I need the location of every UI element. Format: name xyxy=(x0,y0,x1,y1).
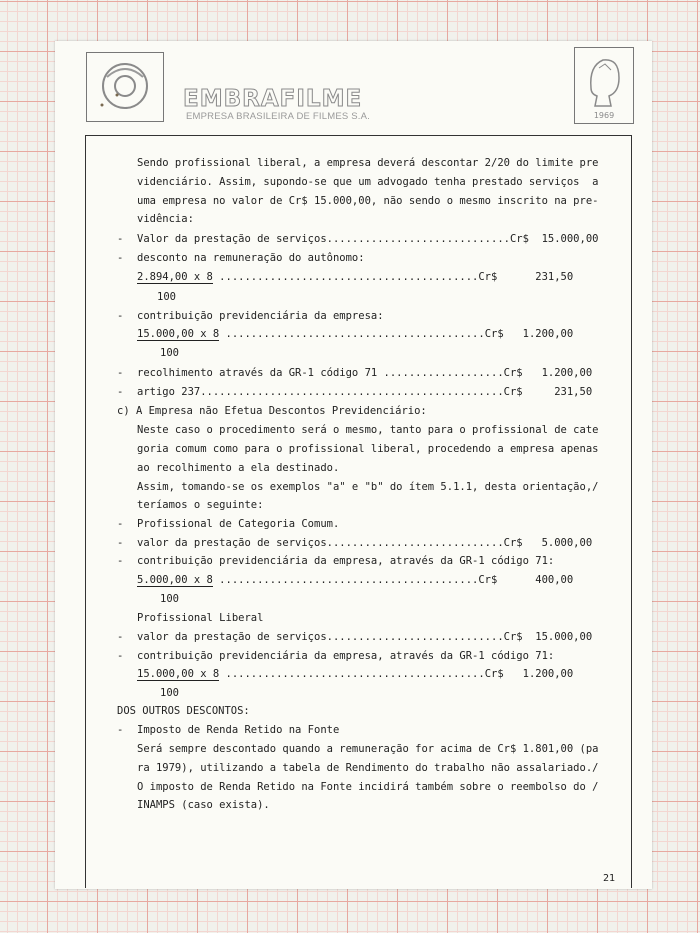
formula-line xyxy=(137,270,573,284)
formula-result: .........................................Cr$ 1.200,00 xyxy=(219,668,574,680)
paragraph-line: videnciário. Assim, supondo-se que um advogado tenha prestado serviços a xyxy=(137,176,599,188)
formula-result: .........................................Cr$ 231,50 xyxy=(212,271,574,283)
bullet-dash: - xyxy=(117,650,124,662)
paragraph-line: Assim, tomando-se os exemplos "a" e "b" do ítem 5.1.1, desta orientação,/ xyxy=(137,481,599,493)
discount-heading: desconto na remuneração do autônomo: xyxy=(137,252,365,264)
paragraph-line: Será sempre descontado quando a remuneração for acima de Cr$ 1.801,00 (pa xyxy=(137,743,599,755)
formula-numerator: 2.894,00 x 8 xyxy=(137,271,213,283)
film-reel-icon xyxy=(87,53,163,121)
paragraph-line: vidência: xyxy=(137,213,194,225)
paragraph-line: ao recolhimento a ela destinado. xyxy=(137,462,340,474)
emblem-year: 1969 xyxy=(593,111,615,120)
subheading-liberal: Profissional Liberal xyxy=(137,612,264,624)
bullet-dash: - xyxy=(117,537,124,549)
subheading-common: Profissional de Categoria Comum. xyxy=(137,518,340,530)
paragraph-line: uma empresa no valor de Cr$ 15.000,00, não sendo o mesmo inscrito na pre- xyxy=(137,195,599,207)
bullet-dash: - xyxy=(117,367,124,379)
bullet-dash: - xyxy=(117,724,124,736)
formula-numerator: 15.000,00 x 8 xyxy=(137,668,220,680)
formula-denominator: 100 xyxy=(157,291,176,303)
article-line: artigo 237................................................Cr$ 231,50 xyxy=(137,386,593,398)
tax-heading: Imposto de Renda Retido na Fonte xyxy=(137,724,340,736)
paragraph-line: goria comum como para o profissional liberal, procedendo a empresa apenas xyxy=(137,443,599,455)
contribution-line: contribuição previdenciária da empresa, através da GR-1 código 71: xyxy=(137,650,555,662)
paragraph-line: INAMPS (caso exista). xyxy=(137,799,270,811)
formula-numerator: 5.000,00 x 8 xyxy=(137,574,213,586)
section-heading-other: DOS OUTROS DESCONTOS: xyxy=(117,705,250,717)
page-number: 21 xyxy=(603,873,616,884)
paragraph-line: O imposto de Renda Retido na Fonte incidirá também sobre o reembolso do / xyxy=(137,781,599,793)
brand-name: EMBRAFILME xyxy=(183,86,363,112)
bullet-dash: - xyxy=(117,386,124,398)
bullet-dash: - xyxy=(117,310,124,322)
gr1-line: recolhimento através da GR-1 código 71 ...................Cr$ 1.200,00 xyxy=(137,367,593,379)
contribution-heading: contribuição previdenciária da empresa: xyxy=(137,310,384,322)
formula-denominator: 100 xyxy=(160,687,179,699)
formula-line xyxy=(137,573,573,587)
service-value-line: Valor da prestação de serviços.............................Cr$ 15.000,00 xyxy=(137,233,599,245)
formula-result: .........................................Cr$ 1.200,00 xyxy=(219,328,574,340)
paragraph-line: Sendo profissional liberal, a empresa deverá descontar 2/20 do limite pre xyxy=(137,157,599,169)
bullet-dash: - xyxy=(117,252,124,264)
bust-emblem-icon xyxy=(575,48,633,123)
paragraph-line: Neste caso o procedimento será o mesmo, tanto para o profissional de cate xyxy=(137,424,599,436)
section-heading-c: c) A Empresa não Efetua Descontos Previdenciário: xyxy=(117,405,427,417)
formula-denominator: 100 xyxy=(160,593,179,605)
bullet-dash: - xyxy=(117,631,124,643)
paragraph-line: teríamos o seguinte: xyxy=(137,499,264,511)
formula-line xyxy=(137,327,573,341)
emblem-box xyxy=(574,47,634,124)
brand-subtitle: EMPRESA BRASILEIRA DE FILMES S.A. xyxy=(186,111,370,122)
formula-line xyxy=(137,667,573,681)
embrafilme-logo-box xyxy=(86,52,164,122)
formula-result: .........................................Cr$ 400,00 xyxy=(212,574,574,586)
service-value-line: valor da prestação de serviços............................Cr$ 5.000,00 xyxy=(137,537,593,549)
service-value-line: valor da prestação de serviços............................Cr$ 15.000,00 xyxy=(137,631,593,643)
bullet-dash: - xyxy=(117,233,124,245)
contribution-line: contribuição previdenciária da empresa, através da GR-1 código 71: xyxy=(137,555,555,567)
formula-denominator: 100 xyxy=(160,347,179,359)
paragraph-line: ra 1979), utilizando a tabela de Rendimento do trabalho não assalariado./ xyxy=(137,762,599,774)
bullet-dash: - xyxy=(117,518,124,530)
formula-numerator: 15.000,00 x 8 xyxy=(137,328,220,340)
bullet-dash: - xyxy=(117,555,124,567)
